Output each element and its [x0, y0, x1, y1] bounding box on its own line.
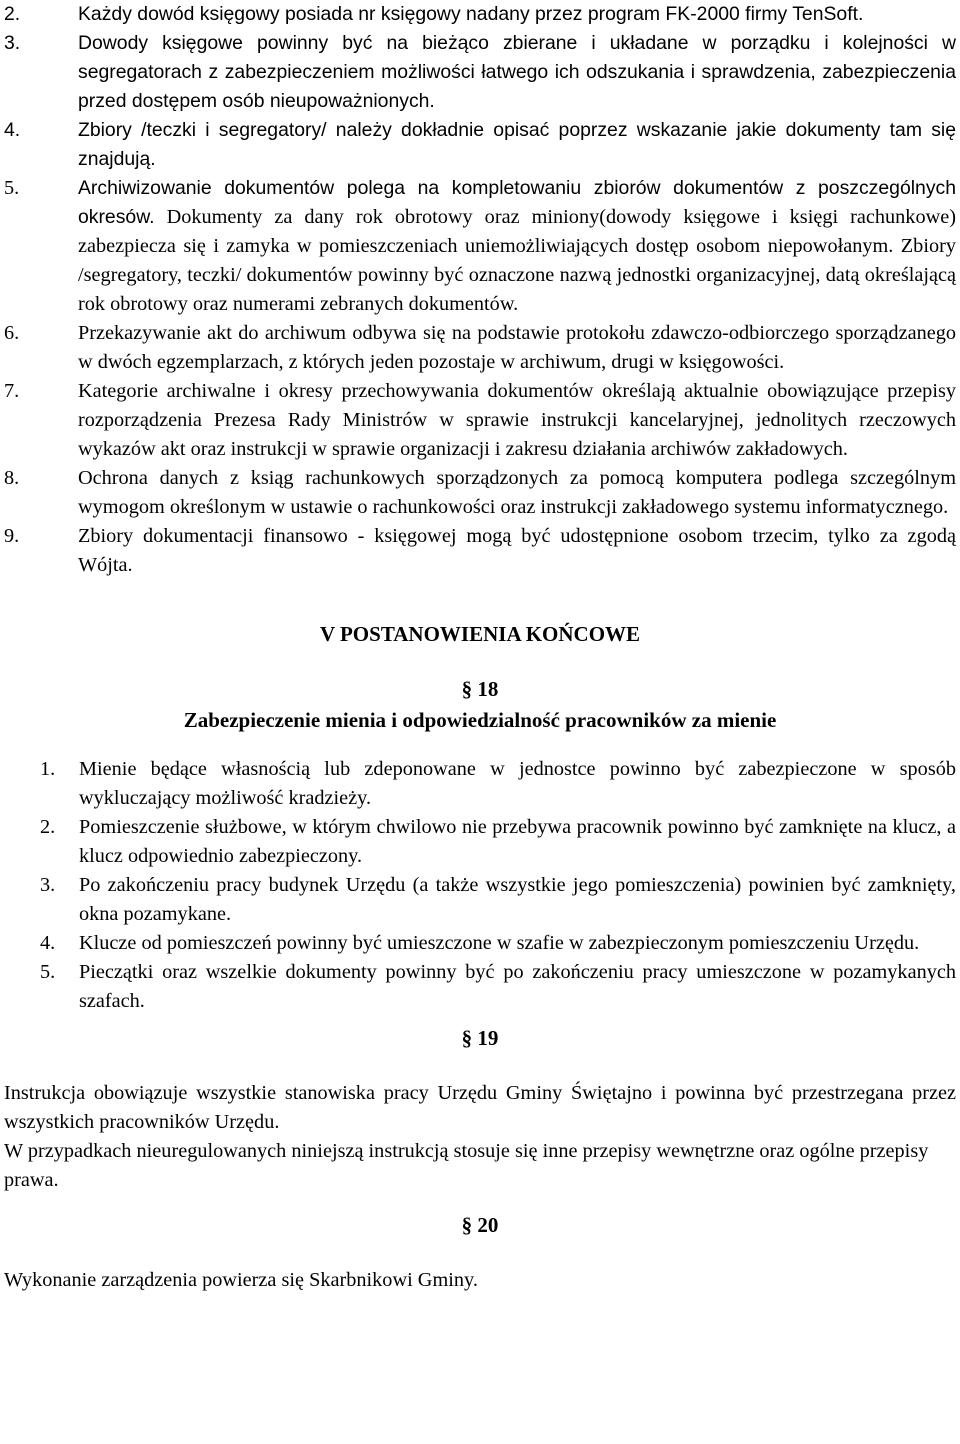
item-number: 2. — [40, 816, 56, 838]
document-page — [4, 0, 956, 1295]
item-number: 3. — [40, 874, 56, 896]
item-text: Klucze od pomieszczeń powinny być umieszczone w szafie w zabezpieczonym pomieszczeniu Urzędu. — [79, 932, 920, 954]
item-number: 9. — [4, 525, 20, 547]
item-number: 1. — [40, 758, 56, 780]
section-title: V POSTANOWIENIA KOŃCOWE — [319, 622, 641, 646]
item-text: Zbiory /teczki i segregatory/ należy dokładnie opisać poprzez wskazanie jakie dokumenty tam się znajdują. — [78, 119, 956, 170]
item-number: 4. — [4, 119, 21, 141]
item-number: 8. — [4, 467, 20, 489]
item-number: 6. — [4, 322, 20, 344]
paragraph-19-text-2: W przypadkach nieuregulowanych niniejszą instrukcją stosuje się inne przepisy wewnętrzne oraz ogólne przepisy prawa. — [4, 1140, 929, 1191]
numbered-list-accounting — [4, 0, 956, 580]
list-item-7 — [4, 377, 956, 464]
item-text-part1: Archiwizowanie dokumentów polega na kompletowaniu zbiorów dokumentów z poszczególnych okresów. — [78, 177, 956, 228]
item-text: Mienie będące własnością lub zdeponowane w jednostce powinno być zabezpieczone w sposób wykluczający możliwość kradzieży. — [79, 758, 956, 809]
paragraph-18-title: Zabezpieczenie mienia i odpowiedzialność pracowników za mienie — [183, 708, 777, 732]
paragraph-19-text-1: Instrukcja obowiązuje wszystkie stanowiska pracy Urzędu Gminy Świętajno i powinna być przestrzegana przez wszystkich pracowników Urzędu. — [4, 1082, 956, 1133]
item-text: Po zakończeniu pracy budynek Urzędu (a także wszystkie jego pomieszczenia) powinien być zamknięty, okna pozamykane. — [79, 874, 956, 925]
item-text: Kategorie archiwalne i okresy przechowywania dokumentów określają aktualnie obowiązujące przepisy rozporządzenia Prezesa Rady Ministrów w sprawie instrukcji kancelaryjnej, jednolitych rzeczowych wykazów akt oraz instrukcji w sprawie organizacji i zakresu działania archiwów zakładowych. — [78, 380, 956, 460]
paragraph-mark-18: § 18 — [461, 677, 499, 701]
numbered-list-property — [4, 755, 956, 1016]
item-text: Pieczątki oraz wszelkie dokumenty powinny być po zakończeniu pracy umieszczone w pozamykanych szafach. — [79, 961, 956, 1012]
item-text: Pomieszczenie służbowe, w którym chwilowo nie przebywa pracownik powinno być zamknięte na klucz, a klucz odpowiednio zabezpieczony. — [79, 816, 956, 867]
list-item-6 — [4, 319, 956, 377]
item-text: Dowody księgowe powinny być na bieżąco zbierane i układane w porządku i kolejności w segregatorach z zabezpieczeniem możliwości łatwego ich odszukania i sprawdzenia, zabezpieczenia przed dostępem osób nieupoważnionych. — [78, 32, 956, 112]
list-item-3 — [40, 871, 956, 929]
list-item-5 — [40, 958, 956, 1016]
item-text: Zbiory dokumentacji finansowo - księgowej mogą być udostępnione osobom trzecim, tylko za zgodą Wójta. — [78, 525, 956, 576]
item-number: 3. — [4, 32, 21, 54]
item-number: 5. — [4, 177, 20, 199]
list-item-5 — [4, 174, 956, 319]
item-text: Ochrona danych z ksiąg rachunkowych sporządzonych za pomocą komputera podlega szczególnym wymogom określonym w ustawie o rachunkowości oraz instrukcji zakładowego systemu informatycznego. — [78, 467, 956, 518]
item-text-part2: Dokumenty za dany rok obrotowy oraz miniony(dowody księgowe i księgi rachunkowe) zabezpiecza się i zamyka w pomieszczeniach uniemożliwiających dostęp osobom niepowołanym. Zbiory /segregatory, teczki/ dokumentów powinny być oznaczone nazwą jednostki organizacyjnej, datą określającą rok obrotowy oraz numerami zebranych dokumentów. — [78, 206, 956, 315]
list-item-4 — [4, 116, 956, 174]
list-item-9 — [4, 522, 956, 580]
paragraph-mark-19: § 19 — [461, 1026, 499, 1050]
item-number: 7. — [4, 380, 20, 402]
item-number: 4. — [40, 932, 56, 954]
paragraph-mark-20: § 20 — [461, 1213, 499, 1237]
item-number: 5. — [40, 961, 56, 983]
list-item-4 — [40, 929, 956, 958]
list-item-1 — [40, 755, 956, 813]
list-item-2 — [40, 813, 956, 871]
list-item-2 — [4, 0, 956, 29]
paragraph-20-text: Wykonanie zarządzenia powierza się Skarbnikowi Gminy. — [4, 1269, 478, 1291]
item-number: 2. — [4, 3, 21, 25]
list-item-3 — [4, 29, 956, 116]
item-text: Każdy dowód księgowy posiada nr księgowy nadany przez program FK-2000 firmy TenSoft. — [78, 3, 864, 25]
list-item-8 — [4, 464, 956, 522]
item-text: Przekazywanie akt do archiwum odbywa się na podstawie protokołu zdawczo-odbiorczego sporządzanego w dwóch egzemplarzach, z których jeden pozostaje w archiwum, drugi w księgowości. — [78, 322, 956, 373]
